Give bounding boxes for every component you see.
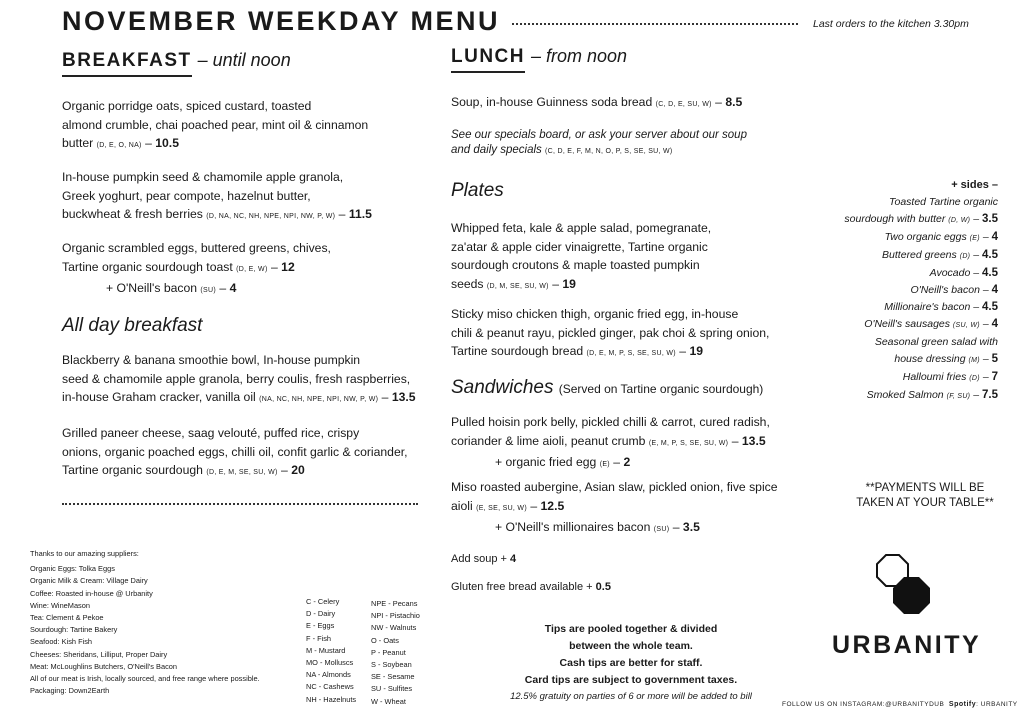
urbanity-logo-icon [868,552,938,624]
bacon-addon: + O'Neill's bacon (SU) – 4 [106,281,237,295]
sandwiches-header [451,377,763,399]
gluten-free-note: Gluten free bread available + 0.5 [451,581,611,593]
menu-item: Miso roasted aubergine, Asian slaw, pickled onion, five spice aioli (E, SE, SU, W) – 12.5 + O'Neill's millionaires bacon (SU) – 3.5 [451,480,778,534]
menu-item: Blackberry & banana smoothie bowl, In-house pumpkin seed & chamomile apple granola, berry coulis, fresh raspberries, in-house Graham cracker, vanilla oil (NA, NC, NH, NPE, NPI, NW, P, W) – 13.5 [62,353,416,404]
menu-item: Pulled hoisin pork belly, pickled chilli & carrot, cured radish, coriander & lime aioli, peanut crumb (E, M, P, S, SE, SU, W) – 13.5 + organic fried egg (E) – 2 [451,415,770,469]
allergen-codes-col1: C - Celery D - Dairy E - Eggs F - Fish M - Mustard MO - Molluscs NA - Almonds NC - Cashews NH - Hazelnuts [306,597,357,704]
lunch-subtitle: – from noon [531,46,628,66]
allergen-codes-col2: NPE - Pecans NPI - Pistachio NW - Walnuts O - Oats P - Peanut S - Soybean SE - Sesame SU - Sulfites W - Wheat [371,599,420,706]
gratuity-note: 12.5% gratuity on parties of 6 or more will be added to bill [510,691,752,702]
all-day-heading: All day breakfast [62,315,203,336]
suppliers-list: Thanks to our amazing suppliers: Organic Eggs: Tolka Eggs Organic Milk & Cream: Village Dairy Coffee: Roasted in-house @ Urbanity Wine: WineMason Tea: Clement & Pekoe Sourdough: Tartine Bakery Seafood: Kish Fish Cheeses: Sheridans, Lilliput, Proper Dairy Meat: McLoughlins Butchers, O'Neill's Bacon All of our meat is Irish, locally sourced, and free range where possible. Packaging: Down2Earth [30,549,260,696]
menu-item: Organic porridge oats, spiced custard, toasted almond crumble, chai poached pear, mint oil & cinnamon butter (D, E, O, NA) – 10.5 [62,99,369,150]
menu-item: Organic scrambled eggs, buttered greens, chives, Tartine organic sourdough toast (D, E, W) – 12 + O'Neill's bacon (SU) – 4 [62,239,331,301]
menu-title: NOVEMBER WEEKDAY MENU [62,6,501,36]
social-footer: FOLLOW US ON INSTAGRAM:@URBANITYDUB Spotify: URBANITY [782,701,1018,708]
menu-item: Whipped feta, kale & apple salad, pomegranate, za'atar & apple cider vinaigrette, Tartine organic sourdough croutons & maple toasted pumpkin seeds (D, M, SE, SU, W) – 19 [451,221,712,291]
header-divider [512,23,798,25]
menu-item: Sticky miso chicken thigh, organic fried egg, in-house chili & peanut rayu, pickled ginger, pak choi & spring onion, Tartine sourdough bread (D, E, M, P, S, SE, SU, W) – 19 [451,307,770,358]
menu-item: In-house pumpkin seed & chamomile apple granola, Greek yoghurt, pear compote, hazelnut butter, buckwheat & fresh berries (D, NA, NC, NH, NPE, NPI, NW, P, W) – 11.5 [62,170,372,221]
last-orders-note: Last orders to the kitchen 3.30pm [813,18,969,30]
sides-list: + sides – Toasted Tartine organic sourdough with butter (D, W) – 3.5 Two organic eggs (E) – 4 Buttered greens (D) – 4.5 Avocado – 4.5 O'Neill's bacon – 4 Millionaire's bacon – 4.5 O'Neill's sausages (SU, W) – 4 Seasonal green salad with house dressing (M) – 5 Halloumi fries (D) – 7 Smoked Salmon (F, SU) – 7.5 [844,176,998,405]
breakfast-header [62,50,291,77]
payments-note: **PAYMENTS WILL BE TAKEN AT YOUR TABLE** [856,482,994,509]
specials-note: See our specials board, or ask your server about our soup and daily specials (C, D, E, F, M, N, O, P, S, SE, SU, W) [451,129,747,156]
menu-item: Soup, in-house Guinness soda bread (C, D, E, SU, W) – 8.5 [451,95,743,109]
breakfast-heading: BREAKFAST [62,50,192,77]
brand-name: URBANITY [832,631,982,659]
breakfast-subtitle: – until noon [197,50,291,70]
plates-heading: Plates [451,180,504,201]
section-divider [62,503,418,505]
add-soup: Add soup + 4 [451,553,517,565]
lunch-header [451,46,627,73]
sandwiches-heading: Sandwiches [451,377,554,398]
tips-note: Tips are pooled together & divided between the whole team. Cash tips are better for staff. Card tips are subject to government taxes. [524,623,738,686]
sandwiches-note: (Served on Tartine organic sourdough) [558,382,764,396]
menu-item: Grilled paneer cheese, saag velouté, puffed rice, crispy onions, organic poached eggs, chilli oil, confit garlic & coriander, Tartine organic sourdough (D, E, M, SE, SU, W) – 20 [62,426,408,477]
lunch-heading: LUNCH [451,46,525,73]
sides-heading: + sides – [951,179,998,191]
suppliers-heading: Thanks to our amazing suppliers: [30,549,139,558]
